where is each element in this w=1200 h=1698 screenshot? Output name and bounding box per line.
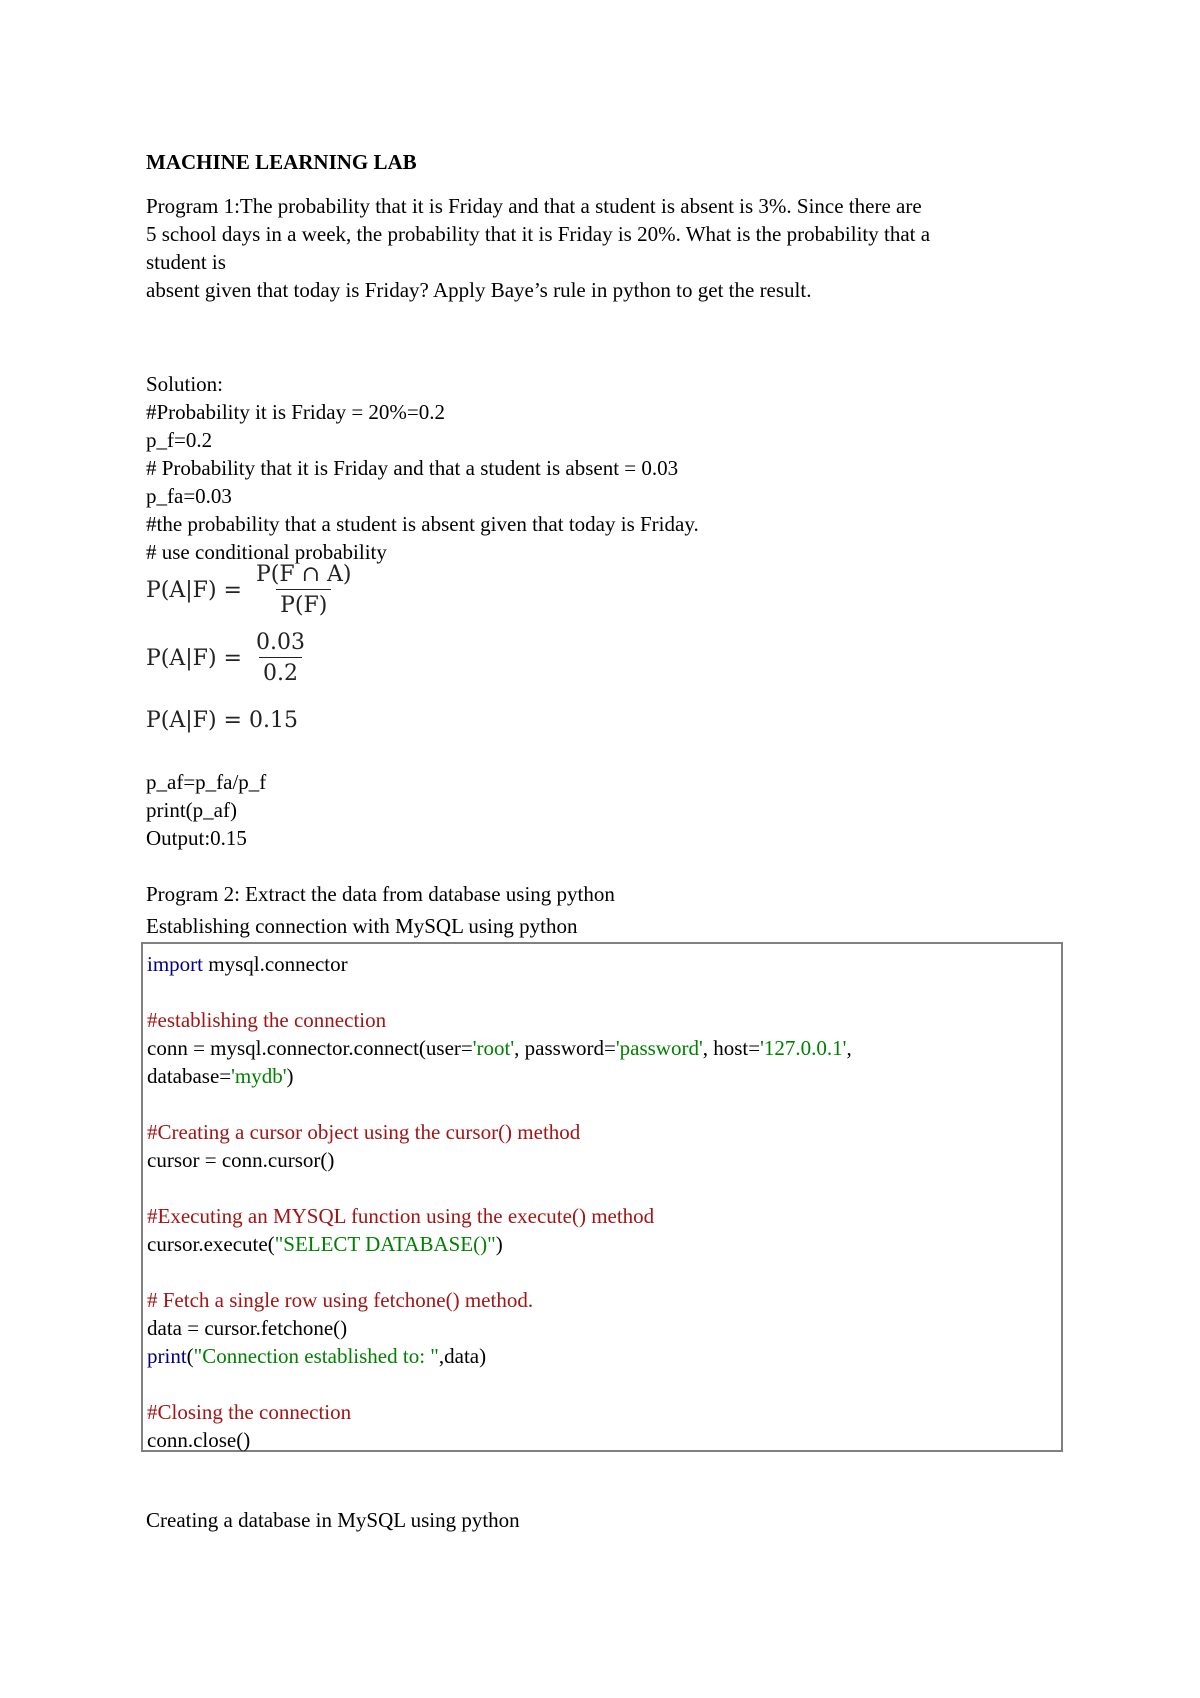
code-comment: # Fetch a single row using fetchone() method. [147, 1288, 534, 1312]
fraction [252, 562, 356, 618]
code-text: conn = mysql.connector.connect(user= [147, 1036, 473, 1060]
code-line: conn.close() [147, 1428, 251, 1452]
solution-line: p_fa=0.03 [146, 484, 232, 508]
program2-heading: Program 2: Extract the data from database using python [146, 882, 615, 906]
equation-result [146, 708, 298, 733]
code-text: ) [286, 1064, 294, 1088]
code-string: "Connection established to: " [193, 1344, 439, 1368]
solution-line: # Probability that it is Friday and that a student is absent = 0.03 [146, 456, 679, 480]
fraction-denominator: P(F) [276, 589, 331, 618]
solution-line: # use conditional probability [146, 540, 387, 564]
solution-code-line: p_af=p_fa/p_f [146, 770, 267, 794]
program1-line: 5 school days in a week, the probability that it is Friday is 20%. What is the probability that a [146, 222, 931, 246]
page-title: MACHINE LEARNING LAB [146, 150, 417, 174]
fraction-denominator: 0.2 [259, 657, 302, 686]
code-line: cursor = conn.cursor() [147, 1148, 335, 1172]
code-text: cursor.execute( [147, 1232, 275, 1256]
solution-line: #Probability it is Friday = 20%=0.2 [146, 400, 446, 424]
code-text: database= [147, 1064, 232, 1088]
code-text: ,data) [438, 1344, 487, 1368]
code-text: , [846, 1036, 852, 1060]
solution-line: p_f=0.2 [146, 428, 213, 452]
code-string: 'root' [472, 1036, 515, 1060]
solution-heading: Solution: [146, 372, 224, 396]
program1-line: Program 1:The probability that it is Friday and that a student is absent is 3%. Since there are [146, 194, 922, 218]
code-comment: #Closing the connection [147, 1400, 352, 1424]
code-keyword: import [147, 952, 203, 976]
code-text: , password= [514, 1036, 616, 1060]
code-block [141, 942, 1063, 1452]
code-line [147, 950, 348, 978]
code-line: data = cursor.fetchone() [147, 1316, 348, 1340]
program1-line: absent given that today is Friday? Apply Baye’s rule in python to get the result. [146, 278, 812, 302]
solution-code-line: print(p_af) [146, 798, 237, 822]
code-text: mysql.connector [203, 952, 348, 976]
code-string: 'mydb' [231, 1064, 287, 1088]
program2-subheading: Establishing connection with MySQL using python [146, 914, 578, 938]
code-keyword: print [147, 1344, 187, 1368]
code-string: 'password' [615, 1036, 703, 1060]
equation-lhs: P(A|F) = [146, 645, 242, 671]
equation-result-text: P(A|F) = 0.15 [146, 708, 298, 733]
code-comment: #Executing an MYSQL function using the execute() method [147, 1204, 655, 1228]
code-line [147, 1062, 294, 1090]
section-heading: Creating a database in MySQL using python [146, 1508, 520, 1532]
code-line [147, 1230, 503, 1258]
equation-substitution [146, 630, 309, 686]
fraction-numerator: P(F ∩ A) [255, 562, 352, 587]
code-string: "SELECT DATABASE()" [274, 1232, 496, 1256]
solution-line: #the probability that a student is absent given that today is Friday. [146, 512, 699, 536]
code-comment: #Creating a cursor object using the cursor() method [147, 1120, 581, 1144]
code-string: '127.0.0.1' [760, 1036, 847, 1060]
fraction-numerator: 0.03 [255, 630, 305, 655]
code-comment: #establishing the connection [147, 1008, 387, 1032]
solution-output: Output:0.15 [146, 826, 247, 850]
equation-lhs: P(A|F) = [146, 577, 242, 603]
code-line [147, 1342, 486, 1370]
equation-bayes-formula [146, 562, 356, 618]
program1-line: student is [146, 250, 226, 274]
code-text: ( [186, 1344, 194, 1368]
code-text: ) [495, 1232, 503, 1256]
fraction [252, 630, 309, 686]
code-text: , host= [702, 1036, 761, 1060]
code-line [147, 1034, 852, 1062]
